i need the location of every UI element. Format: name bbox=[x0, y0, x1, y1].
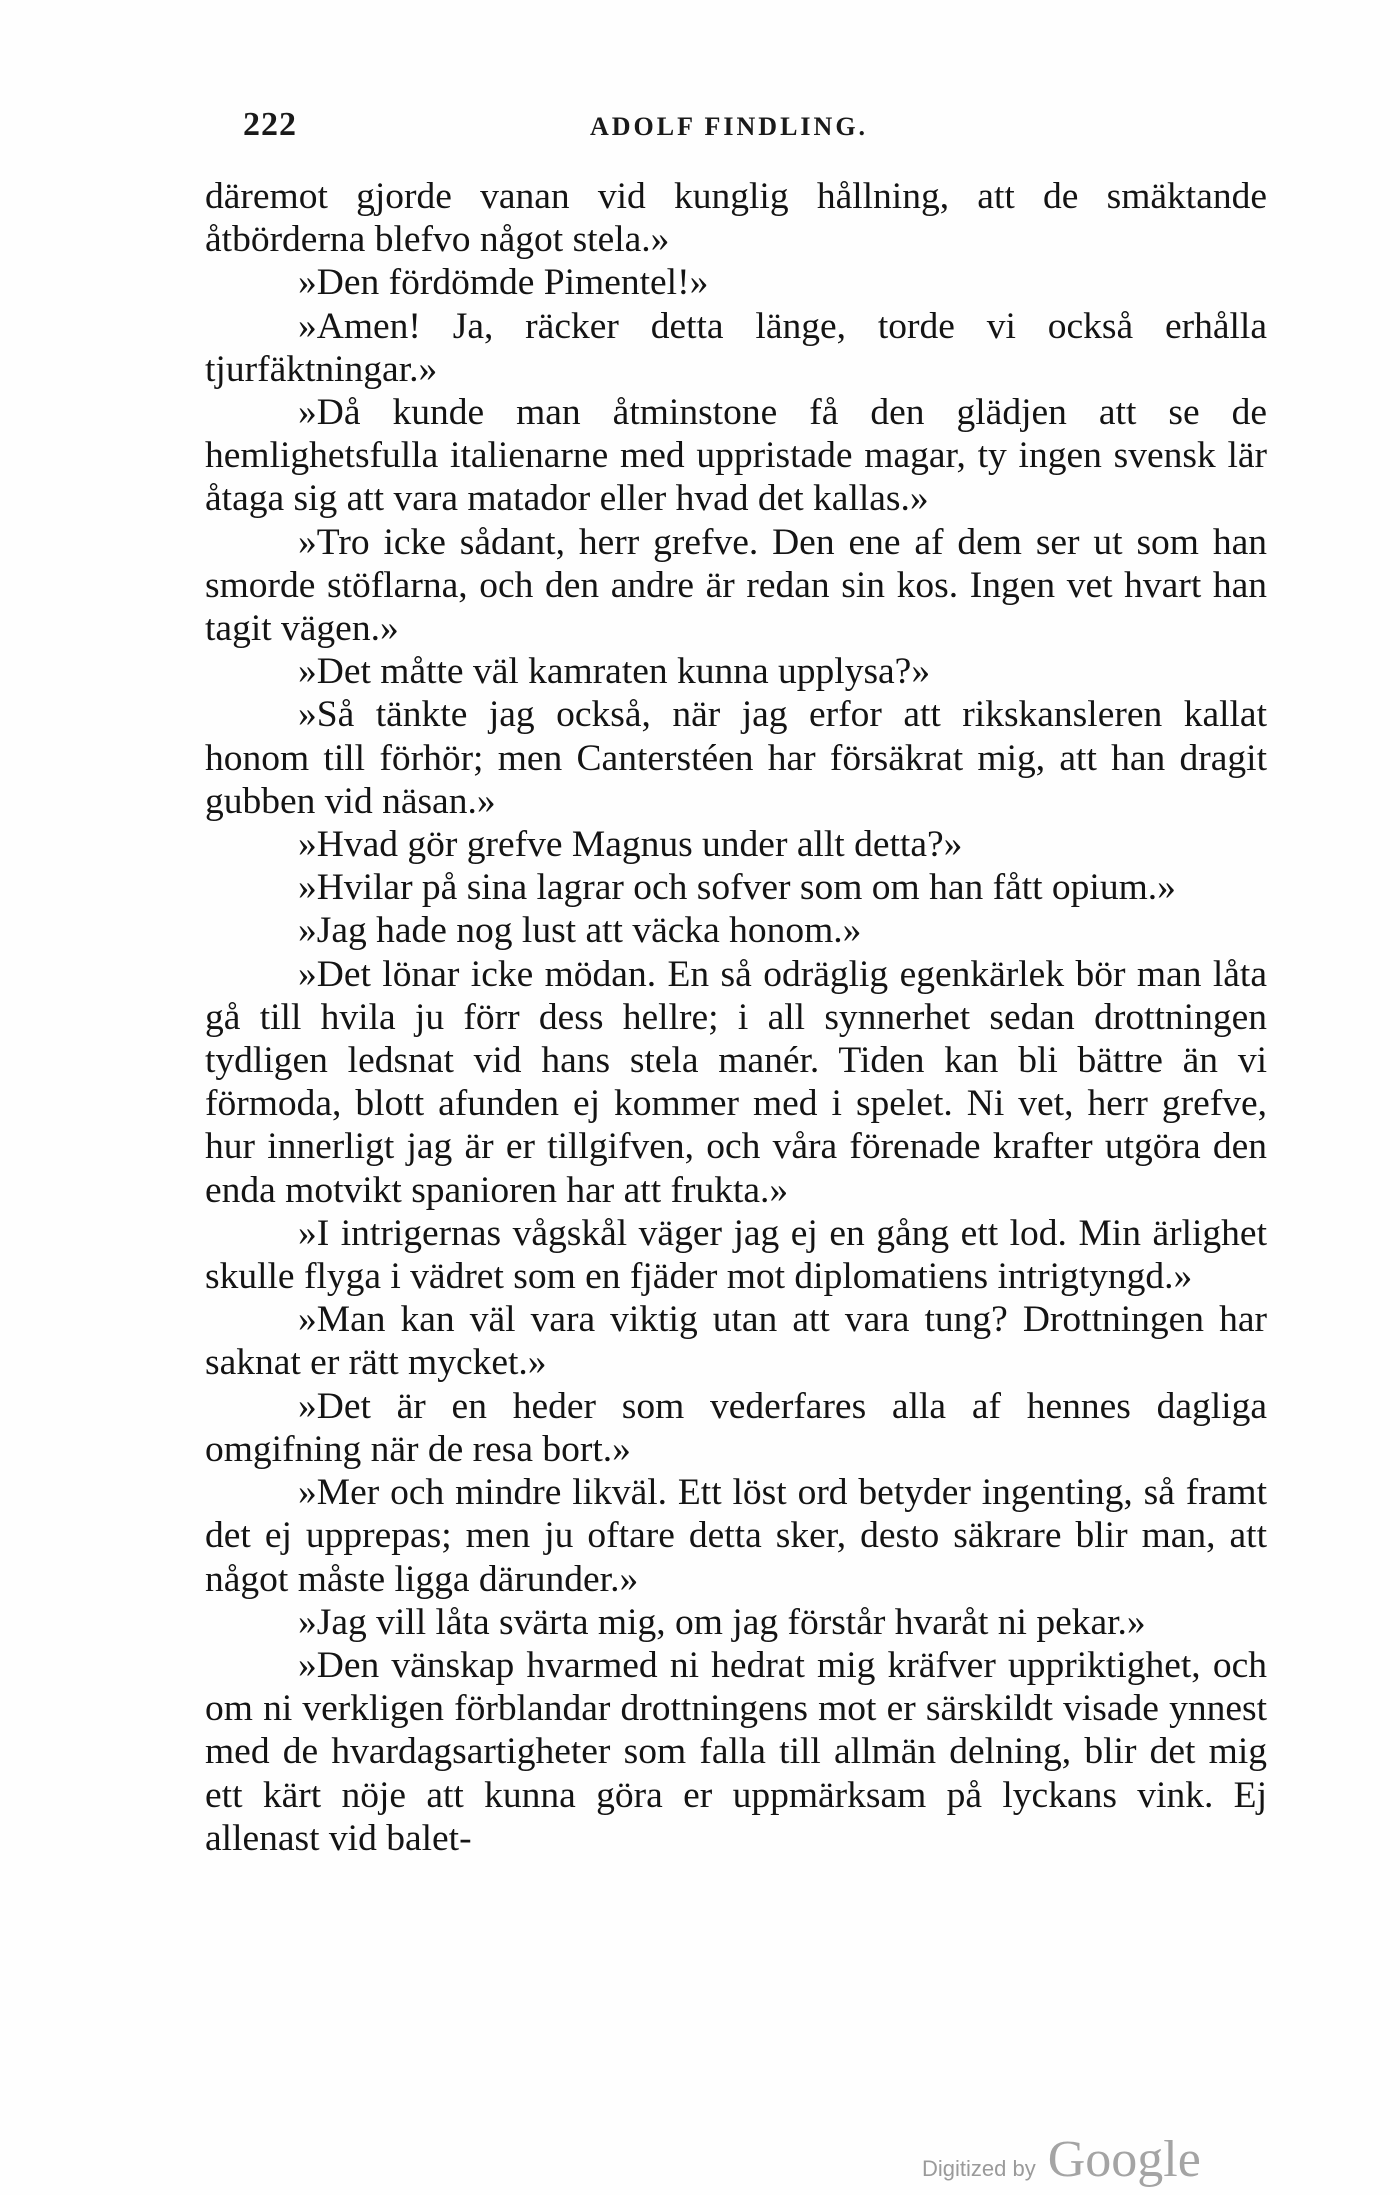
paragraph: »Det är en heder som vederfares alla af hennes dagliga omgifning när de resa bort.» bbox=[205, 1385, 1267, 1470]
paragraph: »Jag vill låta svärta mig, om jag förstår hvaråt ni pekar.» bbox=[298, 1601, 1146, 1643]
paragraph: »I intrigernas vågskål väger jag ej en gång ett lod. Min ärlighet skulle flyga i vädret som en fjäder mot diplomatiens intrigtyngd.» bbox=[205, 1212, 1267, 1298]
paragraph: »Den vänskap hvarmed ni hedrat mig kräfver uppriktighet, och om ni verkligen förblandar drottningens mot er särskildt visade ynnest med de hvardagsartigheter som falla till allmän delning, blir det mig ett kärt nöje att kunna göra er uppmärksam på lyckans vink. Ej allenast vid balet- bbox=[205, 1644, 1267, 1859]
paragraph: »Så tänkte jag också, när jag erfor att rikskansleren kallat honom till förhör; men Canterstéen har försäkrat mig, att han dragit gubben vid näsan.» bbox=[205, 694, 1267, 822]
paragraph: »Man kan väl vara viktig utan att vara tung? Drottningen har saknat er rätt mycket.» bbox=[205, 1299, 1267, 1384]
paragraph: »Hvad gör grefve Magnus under allt detta?» bbox=[298, 824, 963, 866]
running-title: ADOLF FINDLING. bbox=[590, 112, 869, 141]
paragraph: »Den fördömde Pimentel!» bbox=[298, 262, 709, 304]
paragraph: »Det lönar icke mödan. En så odräglig egenkärlek bör man låta gå till hvila ju förr dess hellre; i all synnerhet sedan drottningen tydligen ledsnat vid hans stela manér. Tiden kan bli bättre än vi förmoda, blott afunden ej kommer med i spelet. Ni vet, herr grefve, hur innerligt jag är er tillgifven, och våra förenade krafter utgöra den enda motvikt spanioren har att frukta.» bbox=[205, 953, 1267, 1211]
digitized-label: Digitized by bbox=[922, 2156, 1036, 2181]
paragraph: »Det måtte väl kamraten kunna upplysa?» bbox=[298, 651, 931, 693]
paragraph: »Hvilar på sina lagrar och sofver som om han fått opium.» bbox=[298, 867, 1176, 909]
paragraph: »Tro icke sådant, herr grefve. Den ene af dem ser ut som han smorde stöflarna, och den andre är redan sin kos. Ingen vet hvart han tagit vägen.» bbox=[205, 521, 1267, 650]
page-number: 222 bbox=[243, 106, 297, 143]
paragraph: »Då kunde man åtminstone få den glädjen att se de hemlighetsfulla italienarne med uppristade magar, ty ingen svensk lär åtaga sig att vara matador eller hvad det kallas.» bbox=[205, 392, 1267, 520]
digitized-by-watermark bbox=[922, 2130, 1201, 2186]
body-text bbox=[205, 175, 1267, 1860]
paragraph: »Mer och mindre likväl. Ett löst ord betyder ingenting, så framt det ej upprepas; men ju oftare detta sker, desto säkrare blir man, att något måste ligga därunder.» bbox=[205, 1472, 1267, 1600]
paragraph: »Amen! Ja, räcker detta länge, torde vi också erhålla tjurfäktningar.» bbox=[205, 305, 1267, 390]
paragraph: däremot gjorde vanan vid kunglig hållning, att de smäktande åtbörderna blefvo något stela.» bbox=[205, 176, 1267, 261]
running-head bbox=[205, 102, 1265, 142]
paragraph: »Jag hade nog lust att väcka honom.» bbox=[298, 910, 862, 952]
google-logo: Google bbox=[1047, 2131, 1201, 2188]
